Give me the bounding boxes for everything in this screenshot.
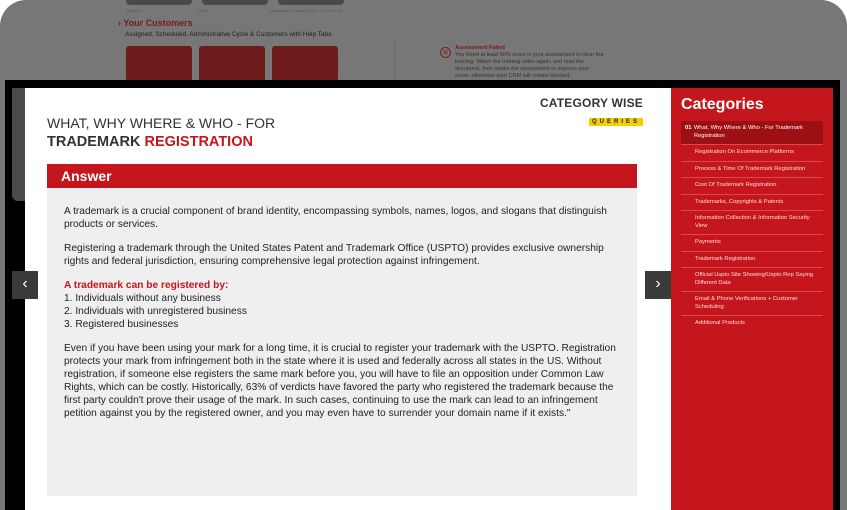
list-item: 1. Individuals without any business xyxy=(64,293,221,304)
video-thumbnail[interactable] xyxy=(202,0,268,5)
page-title-part2: REGISTRATION xyxy=(144,134,253,150)
logo xyxy=(540,96,643,128)
category-item[interactable] xyxy=(681,145,823,162)
course-cards xyxy=(126,46,338,82)
course-card[interactable] xyxy=(199,46,265,82)
background-page xyxy=(0,0,847,80)
category-label: Official Uspto Site Showing/Uspto Rep Saying Different Data xyxy=(695,272,814,286)
sidebar-title: Categories xyxy=(681,96,764,113)
failed-icon: ✕ xyxy=(440,47,451,58)
category-label: Process & Time Of Trademark Registration xyxy=(695,165,806,172)
video-thumbnail[interactable] xyxy=(126,0,192,5)
chevron-right-icon: › xyxy=(118,18,121,28)
next-button[interactable]: › xyxy=(645,271,671,299)
category-label: Payments xyxy=(695,239,721,245)
status-assessment: Assessment Cleared (90% - 18 out of 20) xyxy=(269,8,343,13)
status-read: Read xyxy=(198,8,208,13)
assessment-text: You Need at least 90% score in your assessment to clear the training. Watch the training video again, and read the document, then retake the assessment to improve your score, otherwise your CRM will remain blocked. xyxy=(455,51,604,79)
category-item[interactable] xyxy=(681,292,823,316)
category-label: Trademarks, Copyrights & Patents xyxy=(695,198,784,205)
course-card[interactable] xyxy=(126,46,192,82)
category-label: Cost Of Trademark Registration xyxy=(695,182,777,188)
paragraph: Even if you have been using your mark for a long time, it is crucial to register your trademark with the USPTO. Registration protects your mark from infringement both in the state where it is used and federally across all states in the US. Without registration, if someone else registers the same mark before you, you will have to file an opposition under Common Law Rights, which can be costly. Historically, 63% of verdicts have favored the party who registered the trademark because the first party couldn't prove their usage of the mark. In such cases, continuing to use the mark can lead to an infringement petition against you by the registered owner, and you may even have to surrender your domain name if it exists." xyxy=(64,343,616,419)
video-thumbnail[interactable] xyxy=(278,0,344,5)
modal xyxy=(5,80,840,510)
paragraph: A trademark is a crucial component of brand identity, encompassing symbols, names, logos, and slogans that distinguish products or services. xyxy=(64,206,607,230)
heading-line1: WHAT, WHY WHERE & WHO - FOR xyxy=(47,115,276,131)
content-panel xyxy=(25,88,671,510)
page-title xyxy=(47,134,253,150)
category-item[interactable] xyxy=(681,162,823,179)
logo-title: CATEGORY WISE xyxy=(539,96,643,110)
logo-subtitle: QUERIES xyxy=(589,118,643,126)
categories-sidebar xyxy=(671,88,833,510)
category-label: Information Collection & Information Security View xyxy=(695,215,810,229)
paragraph: Registering a trademark through the United States Patent and Trademark Office (USPTO) provides exclusive ownership rights and federal jurisdiction, ensuring comprehensive legal protection against infringement. xyxy=(64,243,604,267)
category-label: Additional Products xyxy=(695,320,745,326)
status-watched: Watched xyxy=(126,8,142,13)
category-item[interactable] xyxy=(681,235,823,252)
list-item: 3. Registered businesses xyxy=(64,319,179,330)
category-item[interactable] xyxy=(681,195,823,212)
answer-header: Answer xyxy=(47,164,637,188)
assessment-notice xyxy=(455,45,605,79)
category-item[interactable] xyxy=(681,316,823,332)
divider xyxy=(394,40,395,80)
category-label: Trademark Registration xyxy=(695,255,756,262)
prev-button[interactable]: ‹ xyxy=(12,271,38,299)
category-item[interactable] xyxy=(681,268,823,292)
thumbnail-row xyxy=(126,0,344,5)
list-item: 2. Individuals with unregistered business xyxy=(64,306,247,317)
side-tab xyxy=(12,88,25,201)
answer-body xyxy=(47,188,637,496)
section-subtitle: Assigned, Scheduled, Administrative Cycle & Customers with Help Tabs xyxy=(125,31,332,38)
category-label: Registration On Ecommerce Platforms xyxy=(695,149,794,155)
section-title-text: Your Customers xyxy=(123,18,193,28)
category-label: Email & Phone Verifications + Customer Scheduling xyxy=(695,296,798,310)
list-title: A trademark can be registered by: xyxy=(64,280,229,291)
category-item[interactable] xyxy=(681,252,823,269)
section-title xyxy=(118,18,193,28)
course-card[interactable] xyxy=(272,46,338,82)
category-item-active[interactable] xyxy=(681,121,823,145)
assessment-title: Assessment Failed xyxy=(455,45,505,51)
category-item[interactable] xyxy=(681,178,823,195)
category-label: What, Why Where & Who - For Trademark Registration xyxy=(693,125,804,139)
page-title-part1: TRADEMARK xyxy=(47,134,141,150)
category-number: 01 xyxy=(685,125,692,131)
category-item[interactable] xyxy=(681,211,823,235)
